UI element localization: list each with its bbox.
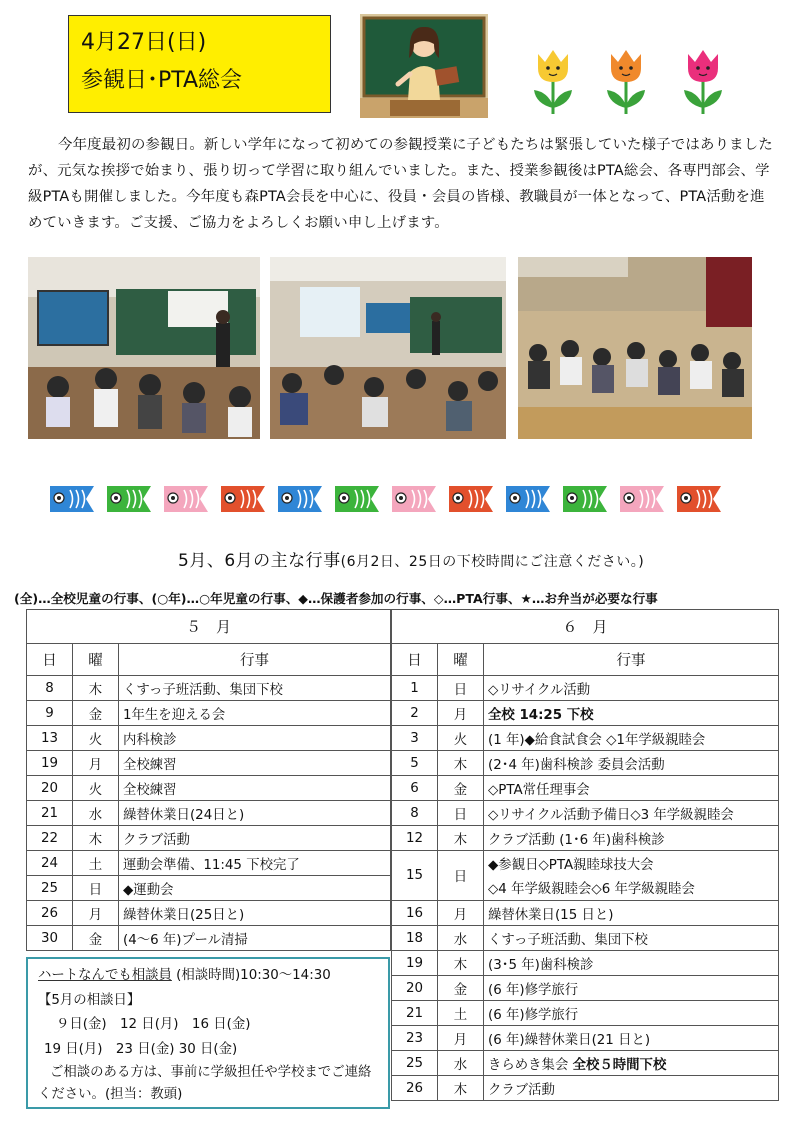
- event-bold-text: 全校５時間下校: [572, 1057, 667, 1073]
- day-cell: 12: [392, 826, 438, 851]
- day-cell: 1: [392, 676, 438, 701]
- day-cell: 16: [392, 901, 438, 926]
- weekday-cell: 日: [73, 876, 119, 901]
- day-cell: 24: [27, 851, 73, 876]
- weekday-cell: 月: [438, 1026, 484, 1051]
- event-text: ◇リサイクル活動: [488, 682, 591, 698]
- weekday-cell: 木: [438, 951, 484, 976]
- event-text: きらめき集会: [488, 1057, 569, 1073]
- event-text: クラブ活動 (1･6 年)歯科検診: [488, 832, 665, 848]
- table-row: [392, 951, 779, 976]
- event-cell: [119, 876, 391, 901]
- table-row: [27, 676, 391, 701]
- table-row: [392, 976, 779, 1001]
- day-cell: 25: [392, 1051, 438, 1076]
- event-cell: ◆参観日◇PTA親睦球技大会: [484, 851, 779, 876]
- event-text: クラブ活動: [123, 832, 190, 848]
- koinobori-blue-icon: [50, 486, 94, 512]
- weekday-cell: 日: [438, 676, 484, 701]
- weekday-cell: 水: [438, 1051, 484, 1076]
- koinobori-pink-icon: [620, 486, 664, 512]
- event-text: (3･5 年)歯科検診: [488, 957, 594, 973]
- event-cell: [484, 1076, 779, 1101]
- consultation-title: ハートなんでも相談員: [38, 968, 172, 983]
- june-header: ６ 月: [392, 610, 779, 644]
- table-row: [27, 801, 391, 826]
- day-cell: 20: [27, 776, 73, 801]
- event-cell: [484, 926, 779, 951]
- weekday-cell: 火: [73, 726, 119, 751]
- table-row: [392, 701, 779, 726]
- table-row: [392, 751, 779, 776]
- weekday-cell: 金: [73, 701, 119, 726]
- day-cell: 21: [392, 1001, 438, 1026]
- consultation-note: ご相談のある方は、事前に学級担任や学校までご連絡ください。(担当：教頭): [38, 1065, 372, 1102]
- day-cell: 8: [392, 801, 438, 826]
- event-cell: [119, 701, 391, 726]
- day-cell: 19: [27, 751, 73, 776]
- consultation-box: [26, 957, 390, 1109]
- koinobori-blue-icon: [278, 486, 322, 512]
- col-weekday: 曜: [438, 644, 484, 676]
- event-text: 内科検診: [123, 732, 177, 748]
- teacher-blackboard-icon: [360, 14, 488, 118]
- weekday-cell: 木: [438, 826, 484, 851]
- schedule-note: (6月2日、25日の下校時間にご注意ください。): [340, 554, 645, 570]
- classroom-photo-1: [28, 257, 260, 439]
- event-text: 繰替休業日(15 日と): [488, 907, 614, 923]
- event-text: 全校 14:25 下校: [488, 707, 594, 723]
- yellow-tulip-icon: [530, 44, 576, 116]
- pink-tulip-icon: [680, 44, 726, 116]
- col-day: 日: [27, 644, 73, 676]
- event-cell: [484, 951, 779, 976]
- event-text: (4～6 年)プール清掃: [123, 932, 248, 948]
- day-cell: 15: [392, 851, 438, 901]
- day-cell: 2: [392, 701, 438, 726]
- orange-tulip-icon: [603, 44, 649, 116]
- event-text: くすっ子班活動、集団下校: [123, 682, 283, 698]
- event-cell: [484, 801, 779, 826]
- koinobori-green-icon: [563, 486, 607, 512]
- weekday-cell: 火: [438, 726, 484, 751]
- event-text: (1 年)◆給食試食会 ◇1年学級親睦会: [488, 732, 706, 748]
- event-text: 全校練習: [123, 782, 177, 798]
- koinobori-blue-icon: [506, 486, 550, 512]
- day-cell: 25: [27, 876, 73, 901]
- table-row: [392, 676, 779, 701]
- day-cell: 26: [392, 1076, 438, 1101]
- june-schedule-table: [391, 609, 779, 1101]
- event-cell: [119, 801, 391, 826]
- day-cell: 26: [27, 901, 73, 926]
- col-event: 行事: [119, 644, 391, 676]
- intro-paragraph: 今年度最初の参観日。新しい学年になって初めての参観授業に子どもたちは緊張していた様子ではありましたが、元気な挨拶で始まり、張り切って学習に取り組んでいました。また、授業参観後はPTA総会、各専門部会、学級PTAも開催しました。今年度も森PTA会長を中心に、役員・会員の皆様、教職員が一体となって、PTA活動を進めていきます。ご支援、ご協力をよろしくお願い申し上げます。: [28, 137, 773, 231]
- table-row: [27, 726, 391, 751]
- col-event: 行事: [484, 644, 779, 676]
- weekday-cell: 月: [438, 701, 484, 726]
- event-cell: [484, 751, 779, 776]
- weekday-cell: 月: [73, 901, 119, 926]
- koinobori-decoration: [50, 480, 730, 520]
- weekday-cell: 水: [73, 801, 119, 826]
- table-row: [27, 826, 391, 851]
- event-cell: [484, 1001, 779, 1026]
- consultation-time: (相談時間)10:30～14:30: [176, 968, 331, 983]
- table-row: [392, 851, 779, 876]
- day-cell: 20: [392, 976, 438, 1001]
- event-name: 参観日･PTA総会: [81, 68, 243, 93]
- weekday-cell: 金: [73, 926, 119, 951]
- table-row: [392, 1001, 779, 1026]
- day-cell: 22: [27, 826, 73, 851]
- event-cell: [484, 1051, 779, 1076]
- day-cell: 13: [27, 726, 73, 751]
- day-cell: 8: [27, 676, 73, 701]
- event-cell: [119, 851, 391, 876]
- weekday-cell: 木: [438, 1076, 484, 1101]
- table-row: [392, 926, 779, 951]
- event-text: 繰替休業日(25日と): [123, 907, 245, 923]
- weekday-cell: 土: [438, 1001, 484, 1026]
- event-cell: [484, 701, 779, 726]
- event-cell: [484, 901, 779, 926]
- table-row: [392, 801, 779, 826]
- koinobori-red-icon: [449, 486, 493, 512]
- classroom-photo-2: [270, 257, 506, 439]
- day-cell: 9: [27, 701, 73, 726]
- table-row: [27, 876, 391, 901]
- event-text: くすっ子班活動、集団下校: [488, 932, 648, 948]
- may-schedule-table: [26, 609, 391, 951]
- schedule-title: 5月、6月の主な行事: [178, 551, 341, 571]
- col-day: 日: [392, 644, 438, 676]
- event-text: 繰替休業日(24日と): [123, 807, 245, 823]
- koinobori-green-icon: [107, 486, 151, 512]
- pta-meeting-photo: [518, 257, 752, 439]
- day-cell: 30: [27, 926, 73, 951]
- consultation-days-2: 19 日(月) 23 日(金) 30 日(金): [44, 1041, 238, 1057]
- table-row: [392, 826, 779, 851]
- consultation-days-1: ９日(金) 12 日(月) 16 日(金): [56, 1017, 251, 1032]
- weekday-cell: 月: [73, 751, 119, 776]
- event-text: ◆運動会: [123, 882, 174, 898]
- koinobori-green-icon: [335, 486, 379, 512]
- event-text: (6 年)修学旅行: [488, 982, 579, 998]
- event-text: ◇リサイクル活動予備日◇3 年学級親睦会: [488, 807, 734, 823]
- table-row: [392, 1026, 779, 1051]
- table-row: [27, 851, 391, 876]
- weekday-cell: 木: [73, 826, 119, 851]
- event-text: (6 年)繰替休業日(21 日と): [488, 1032, 651, 1048]
- event-text: 運動会準備、11:45 下校完了: [123, 857, 300, 873]
- table-row: [27, 776, 391, 801]
- table-row: [392, 1076, 779, 1101]
- event-cell: [484, 676, 779, 701]
- weekday-cell: 木: [438, 751, 484, 776]
- table-row: [392, 726, 779, 751]
- day-cell: 21: [27, 801, 73, 826]
- event-cell: [119, 926, 391, 951]
- day-cell: 5: [392, 751, 438, 776]
- event-text: クラブ活動: [488, 1082, 555, 1098]
- day-cell: 18: [392, 926, 438, 951]
- table-row: [27, 901, 391, 926]
- event-cell: [484, 976, 779, 1001]
- may-header: ５ 月: [27, 610, 391, 644]
- weekday-cell: 日: [438, 801, 484, 826]
- schedule-heading: [178, 546, 644, 571]
- event-cell: ◇4 年学級親睦会◇6 年学級親睦会: [484, 876, 779, 901]
- event-cell: [119, 751, 391, 776]
- day-cell: 19: [392, 951, 438, 976]
- event-cell: [119, 676, 391, 701]
- weekday-cell: 水: [438, 926, 484, 951]
- table-row: [27, 701, 391, 726]
- table-row: [27, 751, 391, 776]
- event-cell: [119, 901, 391, 926]
- event-cell: [484, 1026, 779, 1051]
- event-text: (6 年)修学旅行: [488, 1007, 579, 1023]
- event-date: 4月27日(日): [81, 30, 207, 55]
- event-cell: [119, 826, 391, 851]
- weekday-cell: 木: [73, 676, 119, 701]
- event-text: (2･4 年)歯科検診 委員会活動: [488, 757, 665, 773]
- koinobori-pink-icon: [164, 486, 208, 512]
- event-cell: [484, 726, 779, 751]
- table-row: [392, 776, 779, 801]
- day-cell: 23: [392, 1026, 438, 1051]
- weekday-cell: 火: [73, 776, 119, 801]
- weekday-cell: 日: [438, 851, 484, 901]
- event-text: 全校練習: [123, 757, 177, 773]
- weekday-cell: 土: [73, 851, 119, 876]
- day-cell: 6: [392, 776, 438, 801]
- event-cell: [119, 726, 391, 751]
- title-box: [68, 15, 331, 113]
- weekday-cell: 月: [438, 901, 484, 926]
- koinobori-red-icon: [221, 486, 265, 512]
- schedule-legend: (全)…全校児童の行事、(○年)…○年児童の行事、◆…保護者参加の行事、◇…PTA行事、★…お弁当が必要な行事: [14, 591, 658, 606]
- event-text: ◇PTA常任理事会: [488, 782, 590, 798]
- event-cell: [484, 826, 779, 851]
- col-weekday: 曜: [73, 644, 119, 676]
- event-cell: [484, 776, 779, 801]
- consultation-days-label: 【5月の相談日】: [38, 992, 141, 1008]
- event-text: 1年生を迎える会: [123, 707, 226, 723]
- day-cell: 3: [392, 726, 438, 751]
- weekday-cell: 金: [438, 776, 484, 801]
- koinobori-red-icon: [677, 486, 721, 512]
- koinobori-pink-icon: [392, 486, 436, 512]
- event-cell: [119, 776, 391, 801]
- table-row: [392, 901, 779, 926]
- table-row: [392, 1051, 779, 1076]
- consultation-header: [38, 964, 378, 989]
- weekday-cell: 金: [438, 976, 484, 1001]
- table-row: [27, 926, 391, 951]
